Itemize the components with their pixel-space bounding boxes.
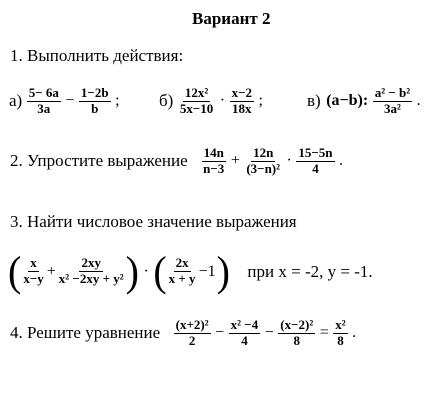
task-4-fraction-1: $\frac{\text{(x+2)²}}{2}$	[175, 317, 209, 348]
variant-title: Вариант 2	[192, 9, 271, 28]
task-1b-label: б)	[159, 91, 174, 111]
task-1a-label: а)	[9, 91, 23, 111]
task-3-fraction-3: $\frac{2x}{x + y}$	[168, 255, 196, 286]
task-2-fraction-1: $\frac{14n}{n-3}$	[203, 145, 225, 176]
task-1-header: 1. Выполнить действия:	[10, 46, 184, 65]
task-1a-fraction-2: $\frac{1-2b}{b}$	[80, 85, 109, 116]
task-2-header: 2. Упростите выражение	[10, 151, 188, 171]
task-1b-fraction-2: $\frac{x-2}{18x}$	[231, 85, 252, 116]
task-1b: б) $\frac{\text{12x²}}{5x-10}$ · $\frac{x-2}{18x}$ ;	[159, 85, 263, 116]
task-2: 2. Упростите выражение $\frac{14n}{n-3}$ + $\frac{12n}{\text{(3−n)²}}$ · $\frac{15-5n}{4}$ .	[10, 145, 344, 176]
task-3-fraction-1: $\frac{x}{x-y}$	[23, 255, 44, 286]
task-4-fraction-3: $\frac{\text{(x−2)²}}{8}$	[280, 317, 314, 348]
task-1a-fraction-1: $\frac{5- 6a}{3a}$	[28, 85, 59, 116]
task-1b-fraction-1: $\frac{\text{12x²}}{5x-10}$	[179, 85, 214, 116]
task-1a: а) $\frac{5- 6a}{3a}$ − $\frac{1-2b}{b}$ ;	[9, 85, 120, 116]
task-4-fraction-2: $\frac{\text{x² −4}}{4}$	[230, 317, 259, 348]
task-1c-label: в)	[307, 91, 321, 111]
task-3-header: 3. Найти числовое значение выражения	[10, 212, 297, 231]
task-2-fraction-2: $\frac{12n}{\text{(3−n)²}}$	[246, 145, 281, 176]
task-4: 4. Решите уравнение $\frac{\text{(x+2)²}}{2}$ − $\frac{\text{x² −4}}{4}$ − $\frac{\text{(x−2)²}}{8}$ = $\frac{\text{x²}}{8}$ .	[10, 317, 357, 348]
task-4-header: 4. Решите уравнение	[10, 323, 161, 343]
task-2-fraction-3: $\frac{15-5n}{4}$	[298, 145, 333, 176]
task-4-fraction-4: $\frac{\text{x²}}{8}$	[335, 317, 346, 348]
task-3-fraction-2: $\frac{2xy}{\text{x² −2xy + y²}}$	[58, 255, 124, 286]
task-1c-fraction: $\frac{\text{a² − b²}}{\text{3a²}}$	[374, 85, 411, 116]
task-3-expression: ( $\frac{x}{x-y}$ + $\frac{2xy}{\text{x² −2xy + y²}}$ ) · ( $\frac{2x}{x + y}$ −1) при x = -2, y = -1.	[8, 247, 373, 296]
task-3-condition: при x = -2, y = -1.	[247, 261, 373, 281]
task-1c: в) (a−b): $\frac{\text{a² − b²}}{\text{3a²}}$ .	[307, 85, 421, 116]
